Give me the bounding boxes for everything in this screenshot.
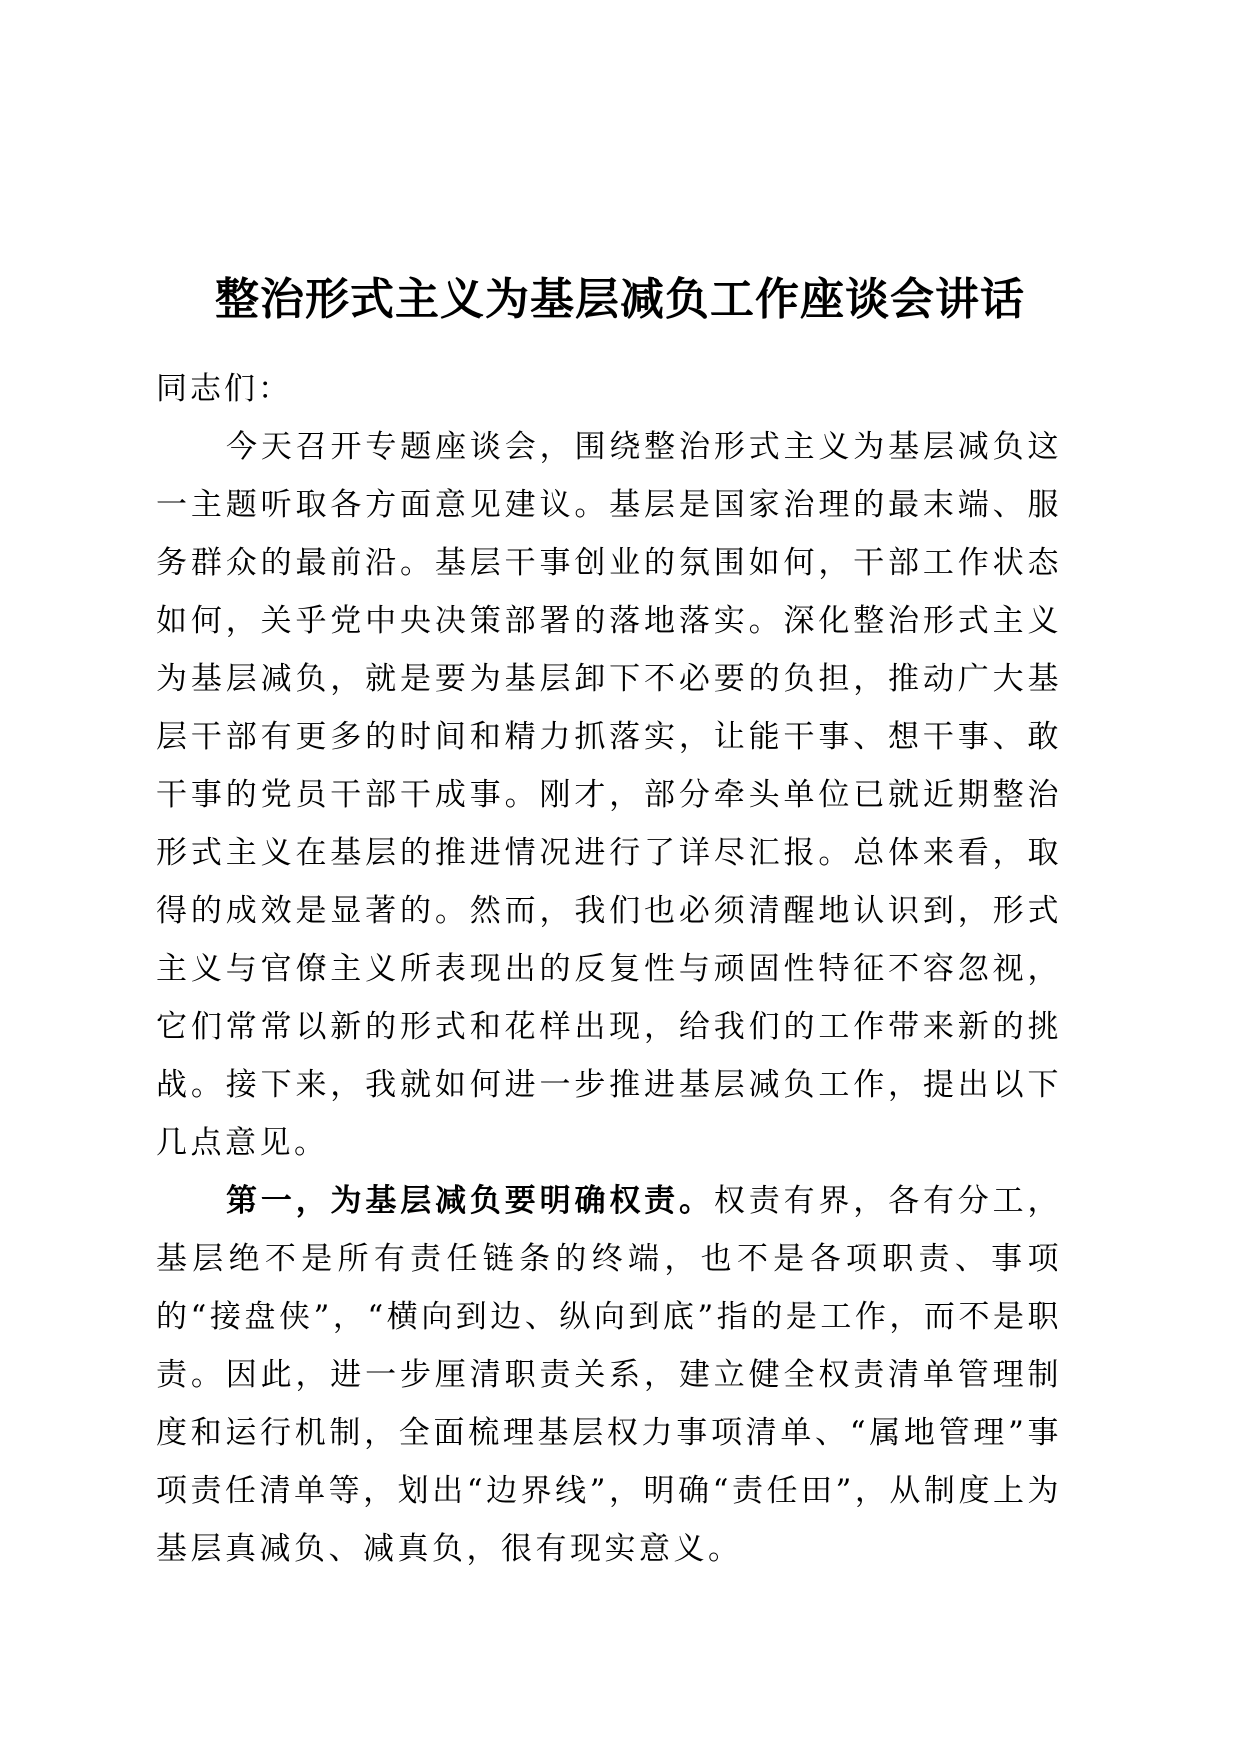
paragraph-lead-heading: 第一，为基层减负要明确权责。 (226, 1183, 714, 1219)
document-title: 整治形式主义为基层减负工作座谈会讲话 (215, 274, 1025, 325)
paragraph-point-one (156, 1172, 1062, 1578)
paragraph-intro (156, 418, 1062, 1172)
document-body (156, 360, 1062, 1578)
paragraph-text: 权责有界，各有分工，基层绝不是所有责任链条的终端，也不是各项职责、事项的“接盘侠”，“横向到边、纵向到底”指的是工作，而不是职责。因此，进一步厘清职责关系，建立健全权责清单管理制度和运行机制，全面梳理基层权力事项清单、“属地管理”事项责任清单等，划出“边界线”，明确“责任田”，从制度上为基层真减负、减真负，很有现实意义。 (156, 1183, 1063, 1567)
salutation: 同志们： (156, 371, 292, 407)
paragraph-text: 今天召开专题座谈会，围绕整治形式主义为基层减负这一主题听取各方面意见建议。基层是国家治理的最末端、服务群众的最前沿。基层干事创业的氛围如何，干部工作状态如何，关乎党中央决策部署的落地落实。深化整治形式主义为基层减负，就是要为基层卸下不必要的负担，推动广大基层干部有更多的时间和精力抓落实，让能干事、想干事、敢干事的党员干部干成事。刚才，部分牵头单位已就近期整治形式主义在基层的推进情况进行了详尽汇报。总体来看，取得的成效是显著的。然而，我们也必须清醒地认识到，形式主义与官僚主义所表现出的反复性与顽固性特征不容忽视，它们常常以新的形式和花样出现，给我们的工作带来新的挑战。接下来，我就如何进一步推进基层减负工作，提出以下几点意见。 (156, 429, 1062, 1161)
